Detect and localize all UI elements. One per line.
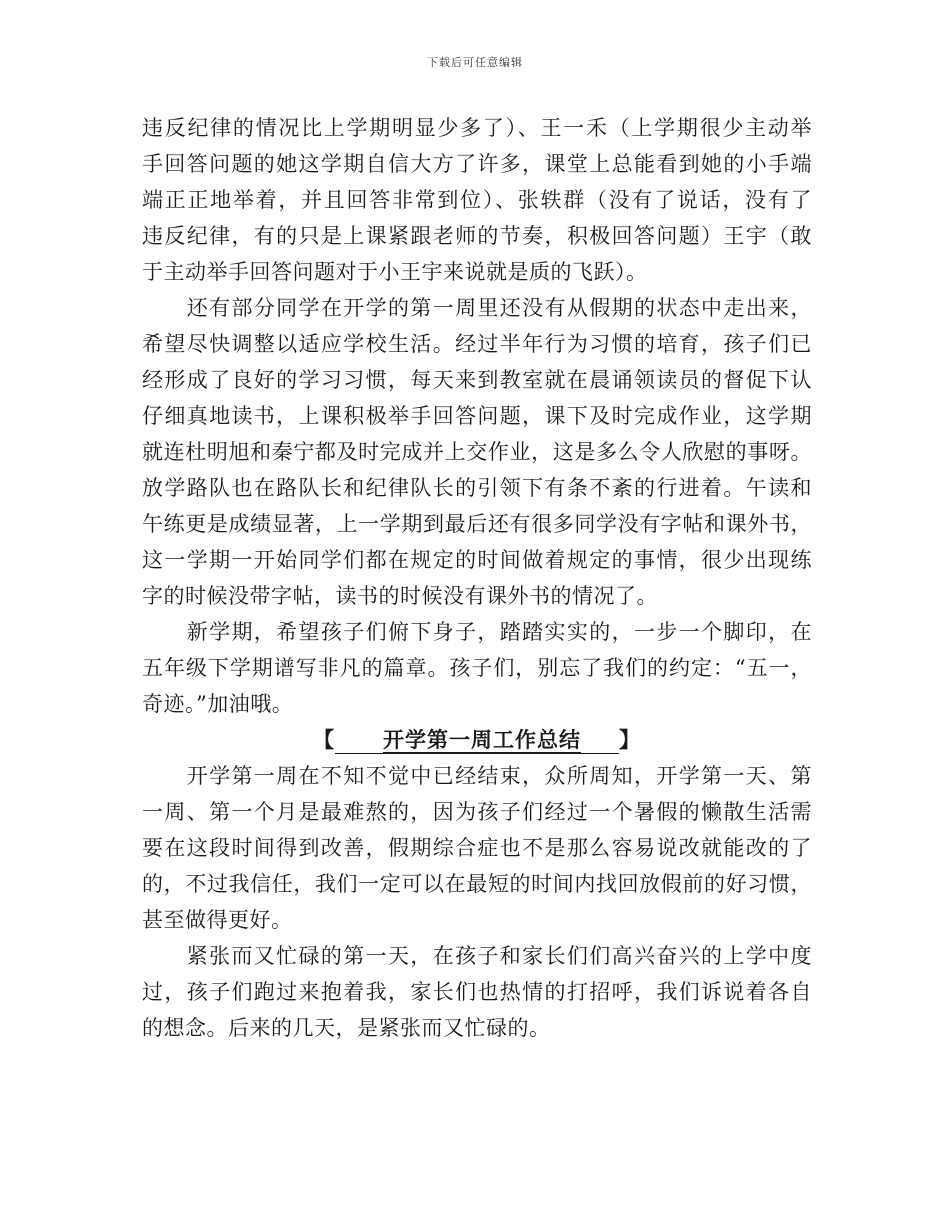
text-line: 放学路队也在路队长和纪律队长的引领下有条不紊的行进着。午读和 <box>142 476 812 500</box>
text-line: 端正正地举着，并且回答非常到位）、张轶群（没有了说话，没有了 <box>142 188 812 212</box>
text-line: 字的时候没带字帖，读书的时候没有课外书的情况了。 <box>142 584 658 608</box>
text-line: 五年级下学期谱写非凡的篇章。孩子们，别忘了我们的约定：“五一， <box>142 656 812 680</box>
page-header-note: 下载后可任意编辑 <box>427 56 523 69</box>
text-line: 午练更是成绩显著，上一学期到最后还有很多同学没有字帖和课外书， <box>142 512 812 536</box>
text-line: 经形成了良好的学习习惯，每天来到教室就在晨诵领读员的督促下认 <box>142 368 812 392</box>
text-line: 违反纪律的情况比上学期明显少多了）、王一禾（上学期很少主动举 <box>142 116 812 140</box>
text-line: 这一学期一开始同学们都在规定的时间做着规定的事情，很少出现练 <box>142 548 812 572</box>
text-line: 就连杜明旭和秦宁都及时完成并上交作业，这是多么令人欣慰的事呀。 <box>142 440 812 464</box>
text-line: 过，孩子们跑过来抱着我，家长们也热情的打招呼，我们诉说着各自 <box>142 980 812 1004</box>
paragraph-block-1 <box>142 110 812 722</box>
text-line: 的想念。后来的几天，是紧张而又忙碌的。 <box>142 1016 551 1040</box>
heading-blank-underline-tail <box>581 729 619 754</box>
text-line: 还有部分同学在开学的第一周里还没有从假期的状态中走出来， <box>142 296 812 320</box>
heading-title: 开学第一周工作总结 <box>383 728 581 752</box>
text-line: 甚至做得更好。 <box>142 908 293 932</box>
text-line: 希望尽快调整以适应学校生活。经过半年行为习惯的培育，孩子们已 <box>142 332 812 356</box>
text-line: 新学期，希望孩子们俯下身子，踏踏实实的，一步一个脚印，在 <box>142 620 812 644</box>
text-line: 手回答问题的她这学期自信大方了许多，课堂上总能看到她的小手端 <box>142 152 812 176</box>
heading-open-bracket: 【 <box>313 728 335 752</box>
heading-close-bracket: 】 <box>619 728 641 752</box>
paragraph-block-2 <box>142 758 812 1046</box>
text-line: 的，不过我信任，我们一定可以在最短的时间内找回放假前的好习惯， <box>142 872 812 896</box>
text-line: 开学第一周在不知不觉中已经结束，众所周知，开学第一天、第 <box>142 764 812 788</box>
document-body <box>142 110 812 1046</box>
heading-blank-underline <box>335 729 383 754</box>
section-heading <box>142 722 812 758</box>
text-line: 奇迹。”加油哦。 <box>142 692 294 716</box>
text-line: 要在这段时间得到改善，假期综合症也不是那么容易说改就能改的了 <box>142 836 812 860</box>
text-line: 一周、第一个月是最难熬的，因为孩子们经过一个暑假的懒散生活需 <box>142 800 812 824</box>
text-line: 违反纪律，有的只是上课紧跟老师的节奏，积极回答问题）王宇（敢 <box>142 224 812 248</box>
text-line: 紧张而又忙碌的第一天，在孩子和家长们们高兴奋兴的上学中度 <box>142 944 812 968</box>
text-line: 于主动举手回答问题对于小王宇来说就是质的飞跃）。 <box>142 260 648 284</box>
text-line: 仔细真地读书，上课积极举手回答问题，课下及时完成作业，这学期 <box>142 404 812 428</box>
